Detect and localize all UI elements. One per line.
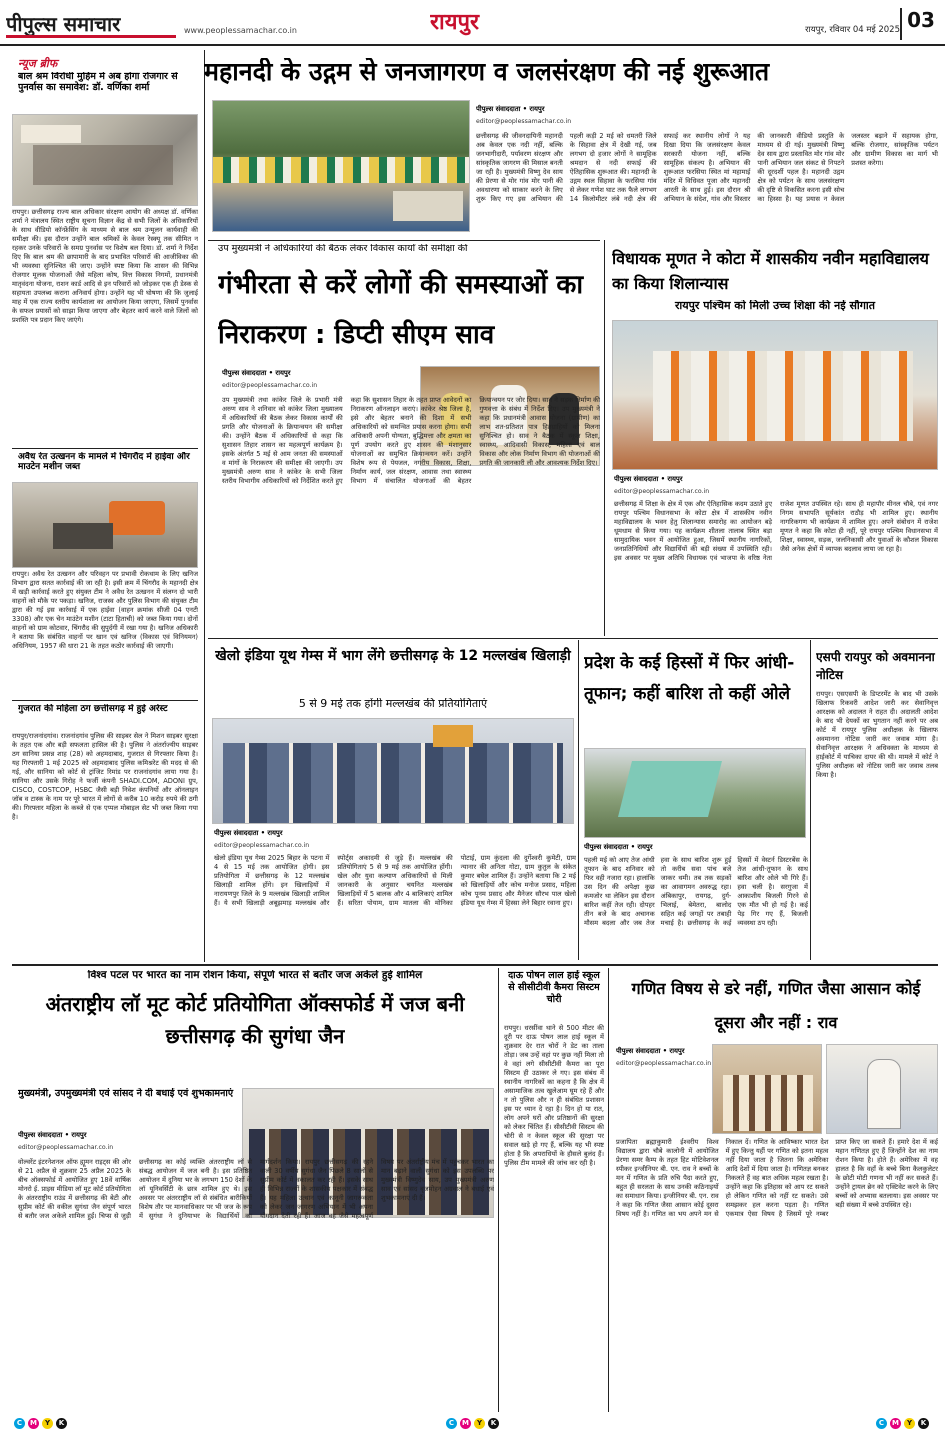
- cmyk-y: Y: [474, 1418, 485, 1429]
- lead-email[interactable]: editor@peoplessamachar.co.in: [476, 118, 572, 125]
- cmyk-m: M: [28, 1418, 39, 1429]
- cmyk-y: Y: [904, 1418, 915, 1429]
- lead-byline-city: रायपुर: [529, 105, 545, 113]
- math-byline-city: रायपुर: [669, 1047, 685, 1055]
- cmyk-m: M: [890, 1418, 901, 1429]
- sao-text: उप मुख्यमंत्री तथा कांकेर जिले के प्रभारी मंत्री अरुण साव ने शनिवार को कांकेर जिला मुख्यालय में अधिकारियों की बैठक लेकर विकास कार्यों की प्रगति और योजनाओं के क्रियान्वयन की समीक्षा की। उन्होंने बैठक में अधिकारियों से कहा कि सुशासन तिहार शासन का महत्वपूर्ण कार्यक्रम है। इसके अंतर्गत 5 मई से आम जनता की समस्याओं व मांगों के निराकरण की समीक्षा की जाएगी। उप मुख्यमंत्री अरुण साव ने कांकेर के सभी जिला स्तरीय विभागीय अधिकारियों को निर्देशित करते हुए कहा कि सुशासन तिहार के तहत प्राप्त आवेदनों का निराकरण ऑनलाइन कराएं। कांकेर श्रेष्ठ जिला है, इसे और बेहतर बनाने की दिशा में सभी अधिकारियों को समन्वित प्रयास करना होगा। सभी अधिकारी अपनी योग्यता, बुद्धिमत्ता और क्षमता का पूर्ण उपयोग करते हुए शासन की मंशानुसार योजनाओं का समुचित क्रियान्वयन करें। उन्होंने विशेष रूप से पेयजल, नगरीय विकास, शिक्षा, निर्माण कार्य, जल संरक्षण, आवास तथा स्वास्थ्य विभाग में संचालित योजनाओं की बेहतर क्रियान्वयन पर जोर दिया। साव ने सड़क निर्माण की गुणवत्ता के संबंध में निर्देश दिए। उप मुख्यमंत्री ने कहा कि प्रधानमंत्री आवास योजना (ग्रामीण) का लाभ शत-प्रतिशत पात्र हितग्राहियों को मिलना सुनिश्चित हो। साव ने बैठक में स्कूल शिक्षा, स्वास्थ्य, आदिवासी विकास, महिला एवं बाल विकास और लोक निर्माण विभाग की योजनाओं की प्रगति की जानकारी ली और आवश्यक निर्देश दिए।: [222, 396, 600, 485]
- moot-email[interactable]: editor@peoplessamachar.co.in: [18, 1144, 114, 1151]
- masthead-city: रायपुर: [430, 10, 479, 35]
- brief-tag: न्यूज ब्रीफ: [18, 57, 58, 70]
- storm-byline-city: रायपुर: [637, 843, 653, 851]
- sao-title: गंभीरता से करें लोगों की समस्याओं का निराकरण : डिप्टी सीएम साव: [218, 270, 584, 350]
- sao-email[interactable]: editor@peoplessamachar.co.in: [222, 382, 318, 389]
- storm-title: प्रदेश के कई हिस्सों में फिर आंधी-तूफान; कहीं बारिश तो कहीं ओले: [584, 653, 795, 704]
- moot-text: वोल्वरेंट इंटरनेशनल ऑफ ह्यूमन राइट्स की ओर से 21 अप्रैल से शुक्रवार 25 अप्रैल 2025 के बीच ऑक्सफोर्ड में आयोजित हुए 18वें वार्षिक मोनरो ई. प्राइस मीडिया लॉ मूट कोर्ट प्रतियोगिता के अंतरराष्ट्रीय राउंड में छत्तीसगढ़ की बेटी और सुप्रीम कोर्ट की वकील सुगंधा जैन संपूर्ण भारत से बतौर जज अकेले शामिल हुईं। चिप्स से जुड़ी छत्तीसगढ़ का कोई व्यक्ति अंतरराष्ट्रीय लॉ से संबद्ध आयोजन में जज बनी है। इस प्रतिष्ठित आयोजन में दुनिया भर के लगभग 150 देशों के लॉ यूनिवर्सिटी के छात्र शामिल हुए थे। इस अवसर पर अंतरराष्ट्रीय लॉ से संबंधित बारीकियों विशेष तौर पर मानवाधिकार पर भी जज के रूप में सुगंधा ने दुनियाभर के विद्यार्थियों का मार्गदर्शन किया। रायपुर छत्तीसगढ़ की रहने वाली 30 वर्षीय सुगंधा जैन पिछले 8 सालों से सुप्रीम कोर्ट में वकालत कर रही हैं। इसके साथ ही विभिन्न राज्यों के शासकीय पक्षकार में संबद्ध हैं। यह महिला उत्थान एवं कानूनी जागरूकता को लेकर जन जागरण अभियान में भी अपना योगदान देती रही हैं। आज वह जैसे महत्वपूर्ण विषय पर अंतर्राष्ट्रीय मंच में पहुंचकर भारत का मान बढ़ाने वाली सुगंधा को इस उपलब्धि पर मुख्यमंत्री विष्णुदेव साय, उप मुख्यमंत्री अरुण साव एवं सांसद बृजमोहन अग्रवाल ने बधाई एवं शुभकामनाएं दी हैं।: [18, 1158, 494, 1220]
- cmyk-marks-right: [876, 1418, 929, 1429]
- khelo-subtitle: 5 से 9 मई तक होंगी मल्लखंब की प्रतियोगिताएं: [298, 698, 488, 710]
- cctv-title: दाऊ पोषन लाल हाई स्कूल से सीसीटीवी कैमरा सिस्टम चोरी: [508, 970, 600, 1005]
- khelo-title: खेलो इंडिया यूथ गेम्स में भाग लेंगे छत्तीसगढ़ के 12 मल्लखंब खिलाड़ी: [215, 648, 571, 664]
- cmyk-marks-center: [446, 1418, 499, 1429]
- khelo-email[interactable]: editor@peoplessamachar.co.in: [214, 842, 310, 849]
- mla-email[interactable]: editor@peoplessamachar.co.in: [614, 488, 710, 495]
- sao-byline-name: पीपुल्स संवाददाता: [222, 369, 267, 377]
- masthead-logo: पीपुल्स समाचार: [6, 10, 176, 38]
- moot-byline-name: पीपुल्स संवाददाता: [18, 1131, 63, 1139]
- moot-title: अंतराष्ट्रीय लॉ मूट कोर्ट प्रतियोगिता ऑक्सफोर्ड में जज बनी छत्तीसगढ़ की सुगंधा जैन: [45, 992, 465, 1048]
- moot-side: मुख्यमंत्री, उपमुख्यमंत्री एवं सांसद ने दी बधाई एवं शुभकामनाएं: [18, 1088, 234, 1099]
- cmyk-k: K: [56, 1418, 67, 1429]
- mla-photo: [612, 320, 938, 470]
- cmyk-k: K: [488, 1418, 499, 1429]
- khelo-text: खेलो इंडिया यूथ गेम्स 2025 बिहार के पटना में 4 से 15 मई तक आयोजित होगी। इस प्रतियोगिता में छत्तीसगढ़ के 12 मल्लखंब खिलाड़ी शामिल होंगे। इन खिलाड़ियों में नारायणपुर जिले के 9 मल्लखंब खिलाड़ी शामिल हैं। ये सभी खिलाड़ी अबूझमाड़ मल्लखंब और स्पोर्ट्स अकादमी से जुड़े हैं। मल्लखंब की प्रतियोगिताएं 5 से 9 मई तक आयोजित होंगी। खेल और युवा कल्याण अधिकारियों से मिली जानकारी के अनुसार चयनित मल्लखंब खिलाड़ियों में 5 बालक और 4 बालिकाएं शामिल हैं। सरिता पोयाम, ग्राम मातला की मोनिका पोटाई, ग्राम कुंदला की दुर्गेश्वरी कुमेटी, ग्राम न्यानार की अनिता गोटा, ग्राम कुतुल के संकेत कुमार बघेल शामिल हैं। उन्होंने बताया कि 2 मई को खिलाड़ियों और कोच मनोज प्रसाद, महिला कोच पूनम प्रसाद और मैनेजर सौरभ पाल खेलो इंडिया यूथ गेम्स में हिस्सा लेने बिहार रवाना हुए।: [214, 854, 576, 907]
- moot-byline: पीपुल्स संवाददाता • रायपुर: [18, 1131, 87, 1139]
- mla-byline: पीपुल्स संवाददाता • रायपुर: [614, 475, 683, 483]
- math-text: प्रजापिता ब्रह्माकुमारी ईश्वरीय विश्व विद्यालय द्वारा चौबे कालोनी में आयोजित प्रेरणा समर कैम्प के तहत हिट मोटिवेशनल स्पीकर इन्जीनियर बी. एन. राव ने बच्चों के मन में गणित के प्रति रुचि पैदा करते हुए, बहुत ही सरलता के साथ उनकी कठिनाइयों का समाधान किया। इन्जीनियर बी. एन. राव ने कहा कि गणित जैसा आसान कोई दूसरा विषय नहीं है। गणित का भय अपने मन से निकाल दें। गणित के आविष्कार भारत देश में हुए किन्तु यहीं पर गणित को इतना महत्व नहीं दिया जाता है जितना कि अमेरिका आदि देशों में दिया जाता है। गणितज्ञ बनकर निकलते हैं वह बात अधिक महत्व रखता है। उन्होंने कहा कि इतिहास को आप रट सकते हो लेकिन गणित को नहीं रट सकते। उसे समझकर हल करना पड़ता है। गणित एकमात्र ऐसा विषय है जिसमें पूरे नम्बर प्राप्त किए जा सकते हैं। हमारे देश में कई महान गणितज्ञ हुए हैं जिन्होंने देश का नाम रोशन किया है। होते हैं। अमेरिका में वह हालत है कि वहाँ के बच्चे बिना कैलकुलेटर के छोटी मोटी गणना भी नहीं कर सकते हैं। उन्होंने ट्रायल ब्रेन को एक्टिवेट करने के लिए बच्चों को अभ्यास बतलाया। इस अवसर पर बड़ी संख्या में बच्चे उपस्थित रहे।: [616, 1138, 938, 1218]
- brief-text-3: रायपुर/राजनांदगांव। राजनांदगांव पुलिस की साइबर सेल ने मिशन साइबर सुरक्षा के तहत एक और बड़ी सफलता हासिल की है। पुलिस ने अंतर्राज्यीय साइबर ठग सानिया प्रसन्न शाह (28) को अहमदाबाद, गुजरात से गिरफ्तार किया है। यह गिरफ्तारी 1 मई 2025 को अहमदाबाद पुलिस कमिश्नरेट की मदद से की गई, और सानिया को कोर्ट से ट्रांजिट रिमांड पर राजनांदगांव लाया गया है। सानिया और उसके गिरोह ने फर्जी कंपनी SHADI.COM, ADONI ग्रुप, CISCO, COSTCOP, HSBC जैसी बड़ी निवेश कंपनियों और ऑनलाइन जॉब व टास्क के नाम पर पूरे भारत में लोगों से करीब 10 करोड़ रुपये की ठगी की। गिरफ्तार महिला के कब्जे से एक एप्पल मोबाइल सेट भी जब्त किया गया है।: [12, 732, 198, 821]
- brief-photo-2: [12, 482, 198, 568]
- khelo-byline-name: पीपुल्स संवाददाता: [214, 829, 259, 837]
- sao-byline-city: रायपुर: [275, 369, 291, 377]
- math-email[interactable]: editor@peoplessamachar.co.in: [616, 1060, 712, 1067]
- math-byline: पीपुल्स संवाददाता • रायपुर: [616, 1047, 685, 1055]
- cmyk-c: C: [446, 1418, 457, 1429]
- mla-title: विधायक मूणत ने कोटा में शासकीय नवीन महाविद्यालय का किया शिलान्यास: [612, 249, 929, 293]
- moot-byline-city: रायपुर: [71, 1131, 87, 1139]
- mla-byline-name: पीपुल्स संवाददाता: [614, 475, 659, 483]
- brief-text-2: रायपुर। अवैध रेत उत्खनन और परिवहन पर प्रभावी रोकथाम के लिए खनिज विभाग द्वारा सतत कार्रवाई की जा रही है। इसी क्रम में चिंगरौद के महानदी क्षेत्र में खड़ी कार्रवाई करते हुए संयुक्त टीम ने अवैध रेत उत्खनन में संलग्न दो भारी वाहनों को मौके पर पकड़ा। खनिज, राजस्व और पुलिस विभाग की संयुक्त टीम द्वारा की गई इस कार्रवाई में एक हाईवा (वाहन क्रमांक सीजी 04 एनटी 3308) और एक चेन माउंटेन मशीन (टाटा हिताची) को जब्त किया गया। दोनों वाहनों को ग्राम कोटवार, चिंगरौद की सुपुर्दगी में रखा गया है। खनिज अधिकारी ने बताया कि संबंधित वाहनों पर खान एवं खनिज (विकास एवं विनियमन) अधिनियम, 1957 की धारा 21 के तहत कठोर कार्रवाई की जाएगी।: [12, 570, 198, 650]
- brief-text-1: रायपुर। छत्तीसगढ़ राज्य बाल अधिकार संरक्षण आयोग की अध्यक्ष डॉ. वर्णिका शर्मा ने मंत्रालय स्थित राष्ट्रीय सूचना विज्ञान केंद्र से सभी जिलों के अधिकारियों के साथ वीडियो कॉन्फ्रेंसिंग के माध्यम से बाल श्रम उन्मूलन कार्यवाही की समीक्षा की। इस दौरान उन्होंने बाल श्रमिकों के केवल रेस्क्यू तक सीमित न रहकर उनके परिवारों के समग्र पुनर्वास पर विशेष बल दिया। डॉ. शर्मा ने निर्देश दिए कि बाल श्रम की छापामारी के बाद प्रभावित परिवारों की आजीविका की भी व्यवस्था सुनिश्चित की जाए। उन्होंने स्पष्ट किया कि शासन की विभिन्न रोजगार मूलक योजनाओं जैसे महिला कोष, वित्त विकास निगमों, प्रधानमंत्री मातृवंदना योजना, राशन कार्ड आदि से इन परिवारों को जोड़कर एक ही डेस्क से सहायता उपलब्ध कराना अनिवार्य होगा। उन्होंने यह भी घोषणा की कि जुलाई माह में एक राज्य स्तरीय कार्यशाला का आयोजन किया जाएगा, जिसमें पुनर्वास के सफल प्रयासों को साझा किया जाएगा और बेहतर कार्य करने वाले जिलों को प्रशस्ति पत्र प्रदान किए जाएंगे।: [12, 208, 198, 324]
- khelo-photo: [212, 718, 574, 824]
- khelo-byline: पीपुल्स संवाददाता • रायपुर: [214, 829, 283, 837]
- cmyk-m: M: [460, 1418, 471, 1429]
- masthead: [0, 0, 945, 46]
- mla-text: छत्तीसगढ़ में शिक्षा के क्षेत्र में एक और ऐतिहासिक कदम उठाते हुए रायपुर पश्चिम विधानसभा के कोटा क्षेत्र में शासकीय नवीन महाविद्यालय के भवन हेतु शिलान्यास समारोह का आयोजन बड़े धूमधाम से किया गया। यह कार्यक्रम शीतला तालाब स्थित बड़ा सामुदायिक भवन में आयोजित हुआ, जिसमें स्थानीय नागरिकों, जनप्रतिनिधियों और विद्यार्थियों की बड़ी संख्या में उपस्थिति रही। इस अवसर पर मुख्य अतिथि विधायक एवं भाजपा के वरिष्ठ नेता राजेश मूणत उपस्थित रहे। साथ ही महापौर मीनल चौबे, एवं नगर निगम सभापति सूर्यकांत राठौड़ भी शामिल हुए। स्थानीय नागरिकगण भी कार्यक्रम में शामिल हुए। अपने संबोधन में राजेश मूणत ने कहा कि कोटा ही नहीं, पूरे रायपुर पश्चिम विधानसभा में शिक्षा, स्वास्थ्य, सड़क, जलनिकासी और युवाओं के कौशल विकास जैसे अनेक क्षेत्रों में व्यापक बदलाव लाया जा रहा है।: [614, 500, 938, 562]
- masthead-date: रायपुर, रविवार 04 मई 2025: [805, 25, 900, 35]
- moot-kicker: विश्व पटल पर भारत का नाम रोशन किया, संपूर्ण भारत से बतौर जज अकेले हुई शामिल: [87, 970, 423, 981]
- lead-title: महानदी के उद्गम से जनजागरण व जलसंरक्षण की नई शुरूआत: [204, 58, 770, 86]
- khelo-byline-city: रायपुर: [267, 829, 283, 837]
- storm-text: पहली मई को आए तेज आंधी तूफान के बाद शनिवार को फिर वही नजारा रहा। हालांकि उस दिन की अपेक्षा कुछ कमजोर था लेकिन इस दौरान बारिश कहीं तेज रही। दोपहर तीन बजे के बाद अचानक मौसम बदला और जब तेज हवा के साथ बारिश शुरू हुई तो करीब सवा पांच बजे जाकर थमी। तब तक सड़कों का आवागमन अवरुद्ध रहा। अंबिकापुर, रायगढ़, दुर्ग-भिलाई, बेमेतरा, बालोद सहित कई जगहों पर तबाही मचाई है। छत्तीसगढ़ के कई हिस्सों में वेस्टर्न डिस्टरबेंस के तेज आंधी-तूफान के साथ बारिश और ओले भी गिरे हैं। हवा चली है। सरगुजा में आकाशीय बिजली गिरने से एक मौत भी हो गई है। कई पेड़ गिर गए हैं, बिजली व्यवस्था ठप रही।: [584, 856, 808, 927]
- lead-photo: [212, 100, 470, 232]
- lead-byline-name: पीपुल्स संवाददाता: [476, 105, 521, 113]
- masthead-url[interactable]: www.peoplessamachar.co.in: [184, 26, 297, 35]
- brief-headline-2: अवैध रेत उत्खनन के मामले में चिंगरौद में हाईवा और माउटेन मशीन जब्त: [18, 452, 190, 473]
- sp-text: रायपुर। एसएसपी के डिप्टरमेंट के बाद भी उसके खिलाफ रिकवरी आदेश जारी कर सेवानिवृत्त आरक्षक को अदालत ने राहत दी। अदालती आदेश के बाद भी देयकों का भुगतान नहीं करने पर अब कोर्ट में रायपुर पुलिस अधीक्षक के खिलाफ अवमानना नोटिस जारी कर जवाब मांगा है। सेवानिवृत्त आरक्षक ने अधिवक्ता के माध्यम से हाईकोर्ट में याचिका दायर की थी। मामले में कोर्ट ने पुलिस अधीक्षक को नोटिस जारी कर जवाब तलब किया है।: [816, 690, 938, 779]
- math-byline-name: पीपुल्स संवाददाता: [616, 1047, 661, 1055]
- cmyk-k: K: [918, 1418, 929, 1429]
- cmyk-c: C: [876, 1418, 887, 1429]
- mla-subtitle: रायपुर पश्चिम को मिली उच्च शिक्षा की नई सौगात: [674, 300, 876, 312]
- lead-byline: पीपुल्स संवाददाता • रायपुर: [476, 105, 545, 113]
- math-title: गणित विषय से डरे नहीं, गणित जैसा आसान कोई दूसरा और नहीं : राव: [631, 979, 921, 1032]
- sp-title: एसपी रायपुर को अवमानना नोटिस: [816, 650, 935, 682]
- brief-headline-3: गुजरात की महिला ठग छत्तीसगढ़ में हुई अरेस्ट: [18, 704, 168, 714]
- storm-photo: [584, 748, 806, 838]
- lead-text: छत्तीसगढ़ की जीवनदायिनी महानदी अब केवल एक नदी नहीं, बल्कि जनभागीदारी, पर्यावरण संरक्षण और सांस्कृतिक जागरण की मिसाल बनती जा रही है। मुख्यमंत्री विष्णु देव साय की प्रेरणा से मोर गांव मोर पानी की अवधारणा को साकार करने के लिए शुरू किए गए इस अभियान की पहली कड़ी 2 मई को धमतरी जिले के सिहावा क्षेत्र में देखी गई, जब लगभग दो हजार लोगों ने सामूहिक श्रमदान से नदी सफाई की ऐतिहासिक शुरूआत की। महानदी के उद्गम स्थल सिहावा के फरसिया गांव से लेकर गणेश घाट तक फैले लगभग 14 किलोमीटर लंबे नदी क्षेत्र की सफाई कर स्थानीय लोगों ने यह दिखा दिया कि जलसंरक्षण केवल सरकारी योजना नहीं, बल्कि सामूहिक संकल्प है। अभियान की शुरूआत फरसिया स्थित मां महामाई मंदिर में विधिवत पूजा और महानदी आरती के साथ हुई। इस दौरान श्री अभियान के संदेश, गांव और विस्तार की जानकारी वीडियो प्रस्तुति के माध्यम से दी गई। मुख्यमंत्री विष्णु देव साय द्वारा प्रस्तावित मोर गांव मोर पानी अभियान जल संकट से निपटने की दूरदर्शी पहल है। महानदी उद्गम क्षेत्र को पर्यटन के साथ जलसंरक्षण की दृष्टि से विकसित करना इसी सोच का हिस्सा है। यह प्रयास न केवल जलस्तर बढ़ाने में सहायक होगा, बल्कि रोजगार, सांस्कृतिक पर्यटन और ग्रामीण विकास का मार्ग भी प्रशस्त करेगा।: [476, 132, 938, 203]
- cmyk-marks-left: [14, 1418, 67, 1429]
- cmyk-y: Y: [42, 1418, 53, 1429]
- math-photo-1: [712, 1044, 822, 1134]
- brief-photo-1: [12, 114, 198, 206]
- storm-byline: पीपुल्स संवाददाता • रायपुर: [584, 843, 653, 851]
- cctv-text: रायपुर। धरसींवा थाने से 500 मीटर की दूरी पर दाऊ पोषन लाल हाई स्कूल में शुक्रवार देर रात चोरों ने डेट का ताला तोड़ा। जब उन्हें वहां पर कुछ नहीं मिला तो वे वहां लगे सीसीटीवी कैमरा का पूरा सिस्टम ही उठाकर ले गए। इस संबंध में स्थानीय नागरिकों का कहना है कि क्षेत्र में असामाजिक तत्व खुलेआम घूम रहे हैं और न तो पुलिस और न ही संबंधित प्रशासन इस पर ध्यान दे रहा है। दिन हो या रात, लोग अपने घरों और प्रतिष्ठानों की सुरक्षा को लेकर चिंतित हैं। सीसीटीवी सिस्टम की चोरी से न केवल स्कूल की सुरक्षा पर सवाल खड़े हो गए हैं, बल्कि यह भी स्पष्ट होता है कि अपराधियों के हौसले बुलंद हैं। पुलिस टीम मामले की जांच कर रही है।: [504, 1024, 604, 1167]
- cmyk-c: C: [14, 1418, 25, 1429]
- math-photo-2: [826, 1044, 938, 1134]
- sao-byline: पीपुल्स संवाददाता • रायपुर: [222, 369, 291, 377]
- storm-byline-name: पीपुल्स संवाददाता: [584, 843, 629, 851]
- page-number: 03: [900, 8, 940, 40]
- sao-kicker: उप मुख्यमंत्री ने अधिकारियों की बैठक लेकर विकास कार्यों की समीक्षा की: [218, 244, 468, 254]
- brief-headline-1: बाल श्रम विरोधी मुहिम में अब होगा रोजगार से पुनर्वास का समावेश: डॉ. वर्णिका शर्मा: [18, 72, 178, 93]
- mla-byline-city: रायपुर: [667, 475, 683, 483]
